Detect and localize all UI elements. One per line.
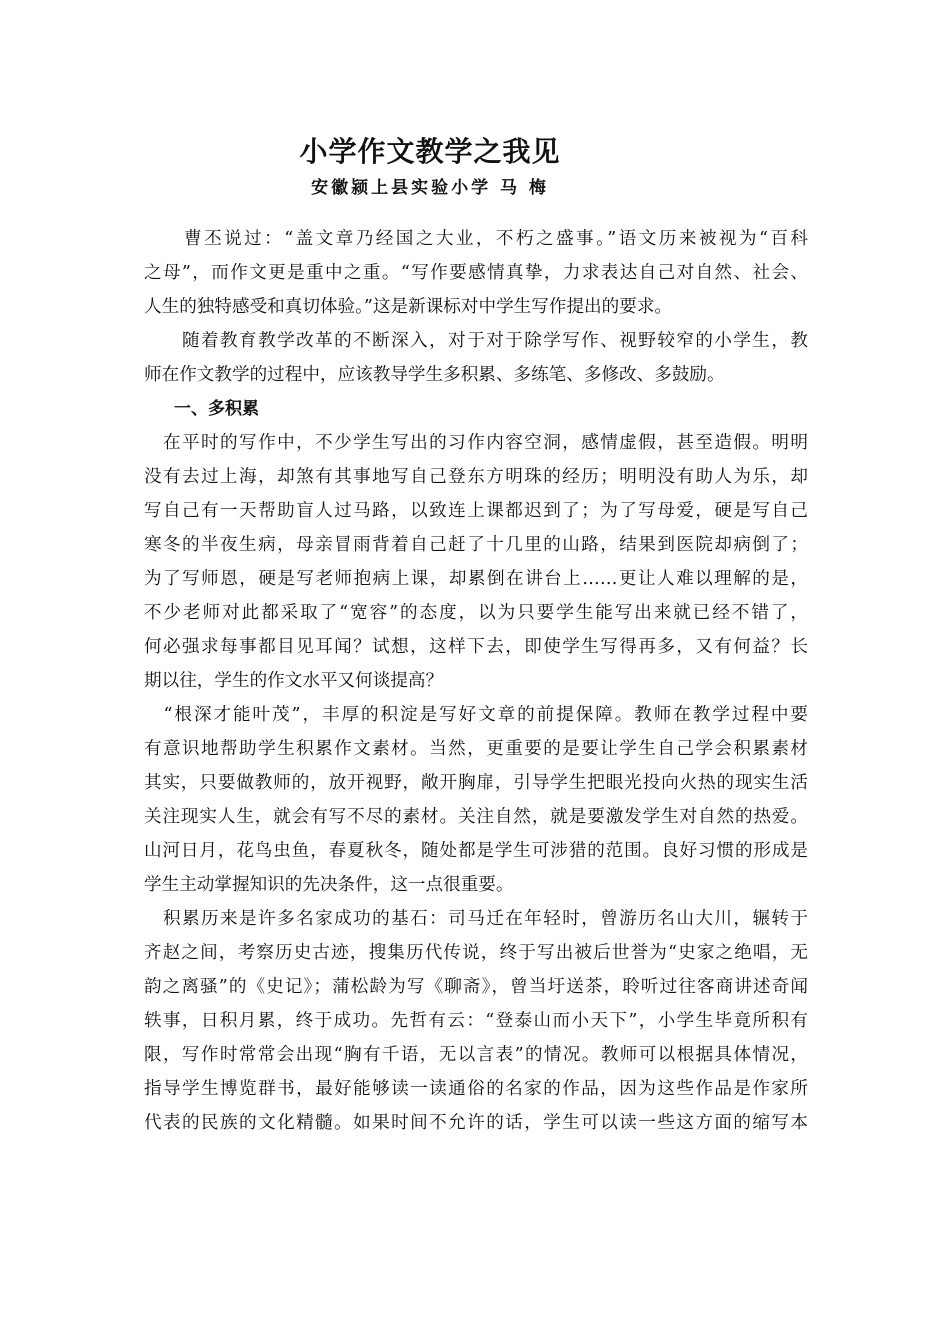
text-line: 指导学生博览群书，最好能够读一读通俗的名家的作品，因为这些作品是作家所: [144, 1079, 808, 1099]
text-line: 限，写作时常常会出现“胸有千语，无以言表”的情况。教师可以根据具体情况，: [144, 1045, 808, 1065]
document-body: [144, 222, 808, 1140]
text-line: 有意识地帮助学生积累作文素材。当然，更重要的是要让学生自己学会积累素材: [144, 739, 808, 759]
text-line: 何必强求每事都目见耳闻？试想，这样下去，即使学生写得再多，又有何益？长: [144, 637, 808, 657]
text-line: 轶事，日积月累，终于成功。先哲有云：“登泰山而小天下”，小学生毕竟所积有: [144, 1011, 808, 1031]
text-line: 寒冬的半夜生病，母亲冒雨背着自己赶了十几里的山路，结果到医院却病倒了；: [144, 535, 808, 555]
text-line: 齐赵之间，考察历史古迹，搜集历代传说，终于写出被后世誉为“史家之绝唱，无: [144, 943, 808, 963]
text-line: 写自己有一天帮助盲人过马路，以致连上课都迟到了；为了写母爱，硬是写自己: [144, 501, 808, 521]
text-line: 之母”，而作文更是重中之重。“写作要感情真挚，力求表达自己对自然、社会、: [144, 263, 808, 283]
text-line: 学生主动掌握知识的先决条件，这一点很重要。: [144, 875, 514, 895]
text-line: 师在作文教学的过程中，应该教导学生多积累、多练笔、多修改、多鼓励。: [144, 365, 725, 385]
text-line: 代表的民族的文化精髓。如果时间不允许的话，学生可以读一些这方面的缩写本: [144, 1113, 808, 1133]
text-line: 积累历来是许多名家成功的基石：司马迁在年轻时，曾游历名山大川，辗转于: [144, 909, 808, 929]
text-line: “根深才能叶茂”，丰厚的积淀是写好文章的前提保障。教师在教学过程中要: [144, 705, 808, 725]
document-title: 小学作文教学之我见: [299, 135, 561, 168]
text-line: 在平时的写作中，不少学生写出的习作内容空洞，感情虚假，甚至造假。明明: [144, 433, 808, 453]
text-line: 期以往，学生的作文水平又何谈提高？: [144, 671, 444, 691]
text-line: 为了写师恩，硬是写老师抱病上课，却累倒在讲台上……更让人难以理解的是，: [144, 569, 808, 589]
text-line: 其实，只要做教师的，放开视野，敞开胸扉，引导学生把眼光投向火热的现实生活: [144, 773, 808, 793]
text-line: 没有去过上海，却煞有其事地写自己登东方明珠的经历；明明没有助人为乐，却: [144, 467, 808, 487]
text-line: 山河日月，花鸟虫鱼，春夏秋冬，随处都是学生可涉猎的范围。良好习惯的形成是: [144, 841, 808, 861]
text-line: 关注现实人生，就会有写不尽的素材。关注自然，就是要激发学生对自然的热爱。: [144, 807, 808, 827]
text-line: 韵之离骚”的《史记》；蒲松龄为写《聊斋》，曾当圩送茶，聆听过往客商讲述奇闻: [144, 977, 808, 997]
text-line: 人生的独特感受和真切体验。”这是新课标对中学生写作提出的要求。: [144, 297, 673, 317]
text-line: 随着教育教学改革的不断深入，对于对于除学写作、视野较窄的小学生，教: [144, 331, 808, 351]
text-line: 曹丕说过：“盖文章乃经国之大业，不朽之盛事。”语文历来被视为“百科: [144, 229, 808, 249]
section-heading: 一、多积累: [174, 399, 259, 419]
text-line: 不少老师对此都采取了“宽容”的态度，以为只要学生能写出来就已经不错了，: [144, 603, 808, 623]
author-line: 安徽颍上县实验小学 马 梅: [311, 178, 549, 198]
